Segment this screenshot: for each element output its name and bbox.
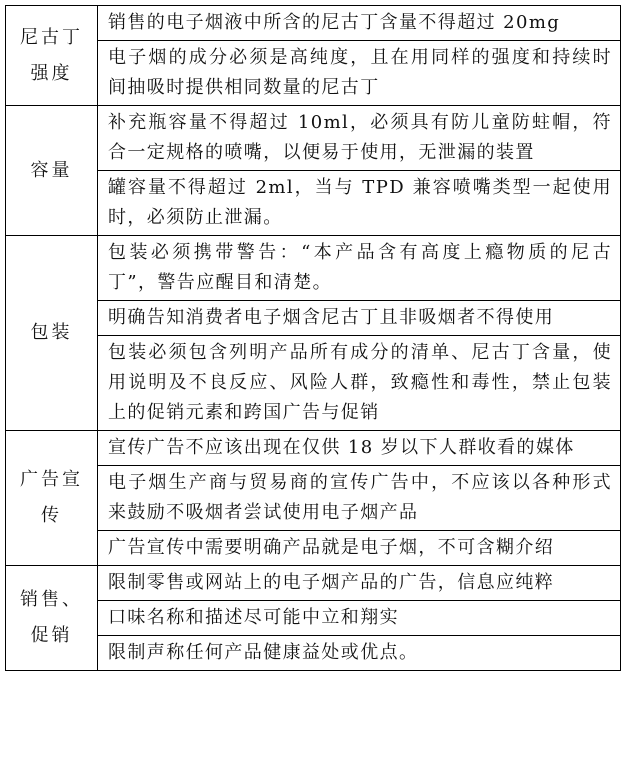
requirement-cell: 罐容量不得超过 2ml，当与 TPD 兼容喷嘴类型一起使用时，必须防止泄漏。 — [98, 171, 621, 236]
table-row — [6, 301, 621, 336]
table-row — [6, 336, 621, 431]
requirement-cell: 明确告知消费者电子烟含尼古丁且非吸烟者不得使用 — [98, 301, 621, 336]
table-row — [6, 6, 621, 41]
regulation-table — [5, 5, 621, 671]
table-row — [6, 431, 621, 466]
table-row — [6, 601, 621, 636]
table-row — [6, 41, 621, 106]
category-cell: 尼古丁强度 — [6, 6, 98, 106]
requirement-cell: 补充瓶容量不得超过 10ml，必须具有防儿童防蛀帽，符合一定规格的喷嘴，以便易于使用，无泄漏的装置 — [98, 106, 621, 171]
requirement-cell: 包装必须包含列明产品所有成分的清单、尼古丁含量，使用说明及不良反应、风险人群，致瘾性和毒性，禁止包装上的促销元素和跨国广告与促销 — [98, 336, 621, 431]
requirement-cell: 销售的电子烟液中所含的尼古丁含量不得超过 20mg — [98, 6, 621, 41]
requirement-cell: 宣传广告不应该出现在仅供 18 岁以下人群收看的媒体 — [98, 431, 621, 466]
table-row — [6, 531, 621, 566]
category-cell: 容量 — [6, 106, 98, 236]
requirement-cell: 限制声称任何产品健康益处或优点。 — [98, 636, 621, 671]
category-cell: 销售、促销 — [6, 566, 98, 671]
table-row — [6, 171, 621, 236]
requirement-cell: 电子烟的成分必须是高纯度，且在用同样的强度和持续时间抽吸时提供相同数量的尼古丁 — [98, 41, 621, 106]
requirement-cell: 限制零售或网站上的电子烟产品的广告，信息应纯粹 — [98, 566, 621, 601]
table-row — [6, 566, 621, 601]
category-cell: 包装 — [6, 236, 98, 431]
requirement-cell: 口味名称和描述尽可能中立和翔实 — [98, 601, 621, 636]
table-row — [6, 636, 621, 671]
requirement-cell: 包装必须携带警告：“本产品含有高度上瘾物质的尼古丁”，警告应醒目和清楚。 — [98, 236, 621, 301]
table-row — [6, 236, 621, 301]
table-row — [6, 106, 621, 171]
requirement-cell: 广告宣传中需要明确产品就是电子烟，不可含糊介绍 — [98, 531, 621, 566]
requirement-cell: 电子烟生产商与贸易商的宣传广告中，不应该以各种形式来鼓励不吸烟者尝试使用电子烟产品 — [98, 466, 621, 531]
table-row — [6, 466, 621, 531]
category-cell: 广告宣传 — [6, 431, 98, 566]
